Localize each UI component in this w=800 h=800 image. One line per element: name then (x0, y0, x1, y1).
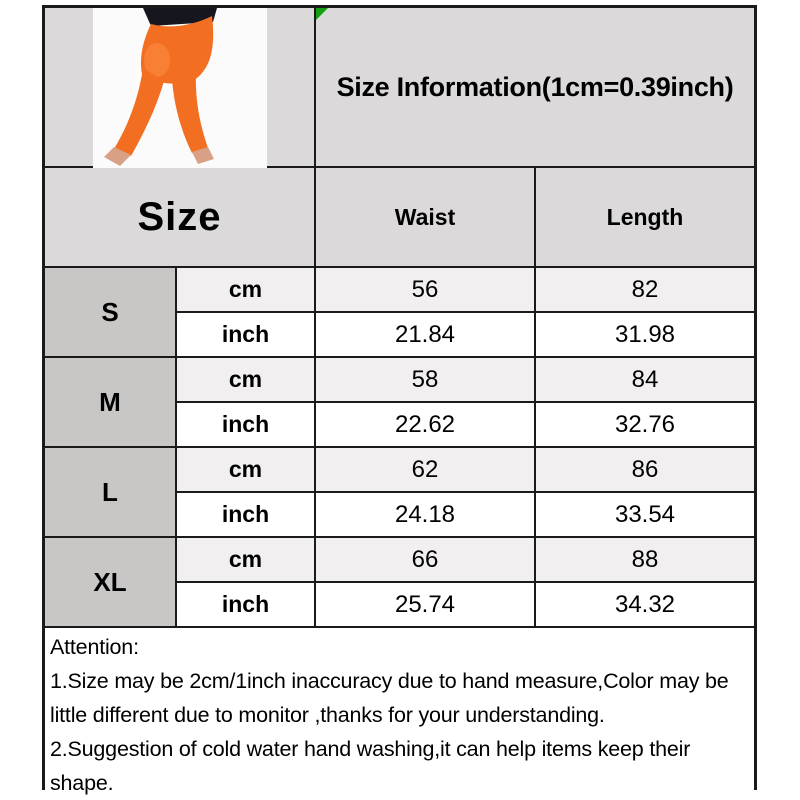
column-header-size: Size (45, 168, 316, 268)
product-photo-cell (45, 8, 316, 168)
leggings-illustration (93, 8, 267, 168)
excel-corner-flag-icon (316, 8, 328, 20)
unit-label: cm (177, 268, 316, 313)
size-label-l: L (45, 448, 177, 538)
unit-label: inch (177, 493, 316, 538)
product-photo (93, 8, 267, 166)
waist-value: 22.62 (316, 403, 536, 448)
length-value: 88 (536, 538, 754, 583)
attention-line: 2.Suggestion of cold water hand washing,it can help items keep their shape. (50, 737, 691, 795)
unit-label: inch (177, 313, 316, 358)
waist-value: 66 (316, 538, 536, 583)
size-table (42, 5, 757, 795)
page-title: Size Information(1cm=0.39inch) (336, 71, 734, 102)
size-label-s: S (45, 268, 177, 358)
waist-value: 56 (316, 268, 536, 313)
column-header-waist: Waist (316, 168, 536, 268)
unit-label: cm (177, 448, 316, 493)
attention-heading: Attention: (50, 635, 139, 659)
waist-value: 25.74 (316, 583, 536, 628)
title-cell (316, 8, 754, 168)
attention-note (45, 628, 754, 800)
unit-label: inch (177, 583, 316, 628)
length-value: 82 (536, 268, 754, 313)
length-value: 31.98 (536, 313, 754, 358)
waist-value: 58 (316, 358, 536, 403)
unit-label: inch (177, 403, 316, 448)
length-value: 86 (536, 448, 754, 493)
unit-label: cm (177, 538, 316, 583)
waist-value: 21.84 (316, 313, 536, 358)
waist-value: 24.18 (316, 493, 536, 538)
length-value: 34.32 (536, 583, 754, 628)
column-header-length: Length (536, 168, 754, 268)
waist-value: 62 (316, 448, 536, 493)
length-value: 33.54 (536, 493, 754, 538)
attention-line: little different due to monitor ,thanks for your understanding. (50, 703, 605, 727)
attention-line: 1.Size may be 2cm/1inch inaccuracy due to hand measure,Color may be (50, 669, 729, 693)
size-label-xl: XL (45, 538, 177, 628)
unit-label: cm (177, 358, 316, 403)
length-value: 84 (536, 358, 754, 403)
length-value: 32.76 (536, 403, 754, 448)
size-label-m: M (45, 358, 177, 448)
